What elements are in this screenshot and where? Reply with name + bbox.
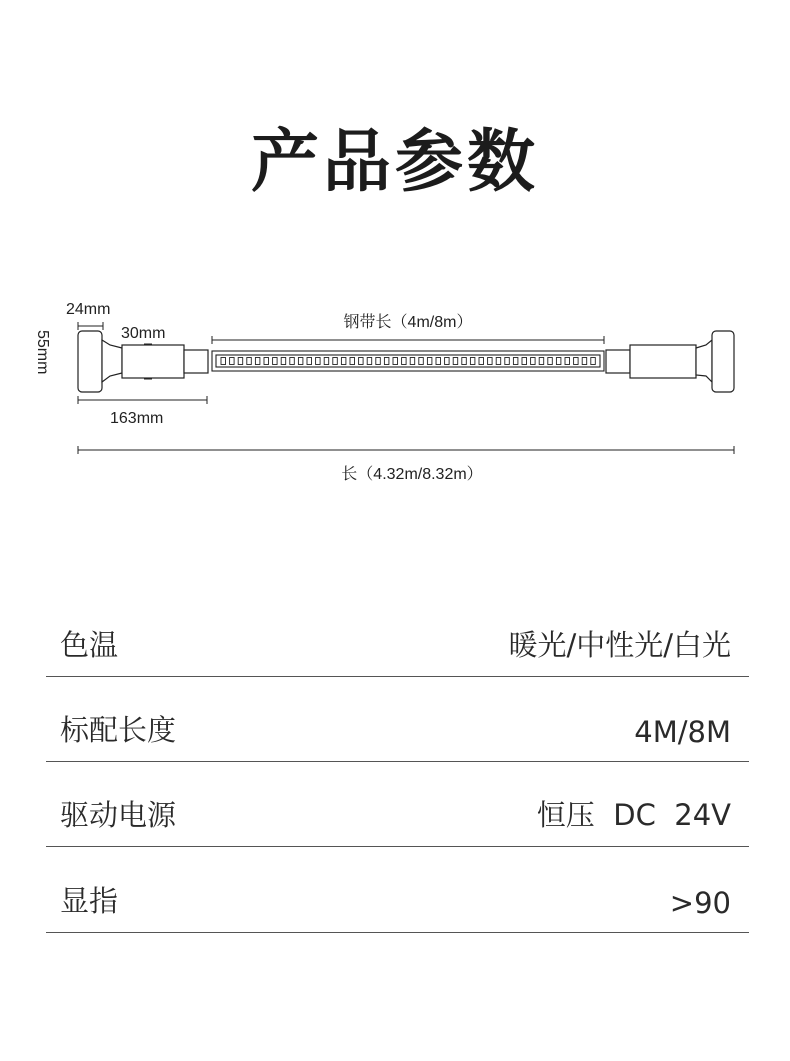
dim-total-length-label: 长（4.32m/8.32m） — [341, 466, 483, 483]
led-chip — [436, 358, 441, 365]
spec-value: >90 — [669, 886, 731, 920]
led-chip — [376, 358, 381, 365]
dim-24mm-label: 24mm — [66, 301, 111, 318]
led-chip — [255, 358, 260, 365]
spec-value: 恒压 DC 24V — [536, 798, 731, 832]
spec-row-color-temperature — [46, 590, 749, 677]
led-chip — [522, 358, 527, 365]
dim-strip-length-label: 钢带长（4m/8m） — [343, 314, 473, 331]
led-chip — [238, 358, 243, 365]
led-chip — [324, 358, 329, 365]
led-chip — [548, 358, 553, 365]
led-chip — [427, 358, 432, 365]
led-chip — [290, 358, 295, 365]
spec-value: 暖光/中性光/白光 — [508, 628, 731, 662]
led-chip — [264, 358, 269, 365]
led-chip — [393, 358, 398, 365]
spec-label: 色温 — [60, 628, 119, 662]
led-chip — [462, 358, 467, 365]
lamp-drawing — [0, 290, 790, 490]
led-chip — [410, 358, 415, 365]
led-chip — [505, 358, 510, 365]
led-chip — [574, 358, 579, 365]
led-chip — [281, 358, 286, 365]
spec-label: 驱动电源 — [60, 798, 177, 832]
led-chip — [496, 358, 501, 365]
led-chip — [367, 358, 372, 365]
led-chip — [307, 358, 312, 365]
led-chip — [402, 358, 407, 365]
spec-value: 4M/8M — [634, 715, 731, 749]
led-chip — [556, 358, 561, 365]
spec-row-cri — [46, 846, 749, 933]
led-chip — [221, 358, 226, 365]
dim-55mm-label: 55mm — [34, 330, 51, 375]
spec-row-standard-length — [46, 675, 749, 762]
led-chip — [350, 358, 355, 365]
led-chip — [359, 358, 364, 365]
led-chip — [488, 358, 493, 365]
led-chip — [539, 358, 544, 365]
dim-163mm-label: 163mm — [110, 410, 164, 427]
page-title: 产品参数 — [250, 123, 539, 202]
led-chip — [247, 358, 252, 365]
led-chip — [298, 358, 303, 365]
led-chip — [591, 358, 596, 365]
led-chip — [341, 358, 346, 365]
led-chip — [565, 358, 570, 365]
led-chip — [230, 358, 235, 365]
led-chip — [384, 358, 389, 365]
spec-label: 显指 — [60, 884, 119, 918]
led-chip — [531, 358, 536, 365]
dim-163mm-marker — [78, 396, 207, 404]
led-chip — [470, 358, 475, 365]
led-chip — [582, 358, 587, 365]
right-end-cap — [606, 331, 734, 392]
dim-30mm-label: 30mm — [121, 325, 166, 342]
spec-label: 标配长度 — [60, 713, 177, 747]
dim-24mm-marker — [78, 322, 103, 330]
led-chip — [419, 358, 424, 365]
spec-row-power-supply — [46, 760, 749, 847]
dim-total-length-marker — [78, 446, 734, 454]
led-chip — [333, 358, 338, 365]
led-chip — [445, 358, 450, 365]
led-chip — [273, 358, 278, 365]
led-chip — [316, 358, 321, 365]
led-strip — [212, 351, 604, 371]
dim-strip-length-marker — [212, 336, 604, 344]
led-chip — [513, 358, 518, 365]
product-dimension-diagram — [0, 290, 790, 490]
led-chip — [479, 358, 484, 365]
led-chip — [453, 358, 458, 365]
